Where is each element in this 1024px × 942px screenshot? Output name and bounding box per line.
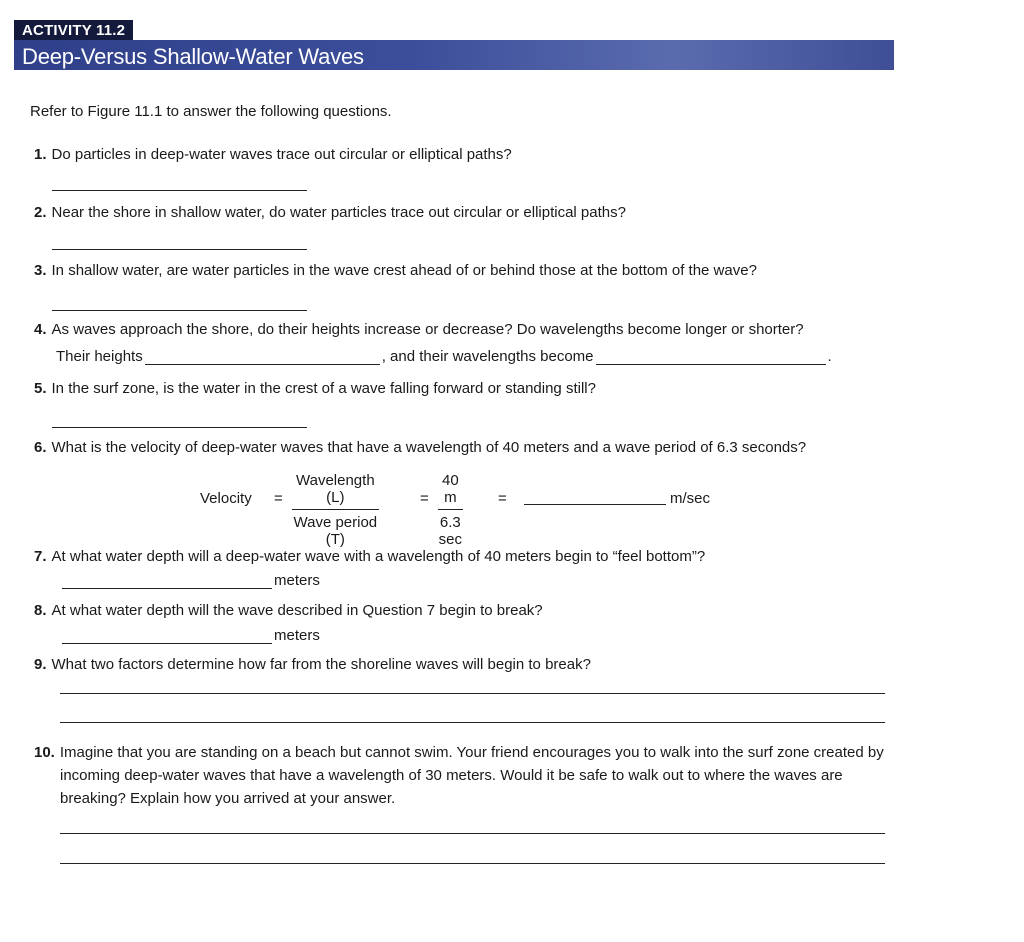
question-number: 8. xyxy=(34,602,47,619)
question-9 xyxy=(34,656,591,673)
question-text: What is the velocity of deep-water waves that have a wavelength of 40 meters and a wave period of 6.3 seconds? xyxy=(51,439,807,456)
numerator: 40 m xyxy=(438,472,463,510)
question-number: 4. xyxy=(34,321,47,338)
numerator: Wavelength (L) xyxy=(292,472,379,510)
question-number: 3. xyxy=(34,262,47,279)
question-text: Near the shore in shallow water, do water particles trace out circular or elliptical paths? xyxy=(51,204,626,221)
question-number: 9. xyxy=(34,656,47,673)
answer-line-9b[interactable] xyxy=(60,722,885,723)
question-text: As waves approach the shore, do their heights increase or decrease? Do wavelengths become longer or shorter? xyxy=(51,321,804,338)
answer-line-1[interactable] xyxy=(52,190,307,191)
formula-label: Velocity xyxy=(200,490,252,507)
question-7 xyxy=(34,548,705,565)
question-number: 5. xyxy=(34,380,47,397)
q4-period: . xyxy=(827,348,832,365)
activity-label: ACTIVITY 11.2 xyxy=(14,20,133,42)
question-3 xyxy=(34,262,757,279)
question-10 xyxy=(34,741,890,810)
question-6 xyxy=(34,439,806,456)
intro-text: Refer to Figure 11.1 to answer the following questions. xyxy=(30,103,392,120)
heights-blank[interactable] xyxy=(145,350,380,365)
wavelengths-prompt: , and their wavelengths become xyxy=(381,348,594,365)
fraction-values xyxy=(438,472,463,548)
question-text: At what water depth will a deep-water wave with a wavelength of 40 meters begin to “feel bottom”? xyxy=(51,548,706,565)
question-text: Imagine that you are standing on a beach but cannot swim. Your friend encourages you to walk into the surf zone created by incoming deep-water waves that have a wavelength of 30 meters. Would it be safe to walk out to where the waves are breaking? Explain how you arrived at your answer. xyxy=(59,744,884,807)
question-text: In the surf zone, is the water in the crest of a wave falling forward or standing still? xyxy=(51,380,596,397)
velocity-unit: m/sec xyxy=(670,490,711,507)
question-5 xyxy=(34,380,596,397)
answer-line-2[interactable] xyxy=(52,249,307,250)
question-number: 6. xyxy=(34,439,47,456)
wavelengths-blank[interactable] xyxy=(596,350,826,365)
question-2 xyxy=(34,204,626,221)
unit-meters: meters xyxy=(274,572,320,589)
answer-line-10a[interactable] xyxy=(60,833,885,834)
question-text: What two factors determine how far from the shoreline waves will begin to break? xyxy=(51,656,591,673)
equals-sign: = xyxy=(420,490,429,507)
title-banner xyxy=(14,40,894,70)
question-number: 2. xyxy=(34,204,47,221)
answer-line-9a[interactable] xyxy=(60,693,885,694)
question-7-response xyxy=(60,572,320,589)
question-number: 10. xyxy=(34,744,55,761)
equals-sign: = xyxy=(274,490,283,507)
equals-sign: = xyxy=(498,490,507,507)
question-text: In shallow water, are water particles in the wave crest ahead of or behind those at the bottom of the wave? xyxy=(51,262,757,279)
question-text: At what water depth will the wave described in Question 7 begin to break? xyxy=(51,602,543,619)
question-4-response xyxy=(56,348,832,365)
question-number: 1. xyxy=(34,146,47,163)
heights-prompt: Their heights xyxy=(56,348,143,365)
answer-line-10b[interactable] xyxy=(60,863,885,864)
fraction-definition xyxy=(292,472,379,548)
depth-blank-7[interactable] xyxy=(62,574,272,589)
answer-line-3[interactable] xyxy=(52,310,307,311)
question-8-response xyxy=(60,627,320,644)
page-title: Deep-Versus Shallow-Water Waves xyxy=(22,44,364,69)
question-number: 7. xyxy=(34,548,47,565)
question-text: Do particles in deep-water waves trace out circular or elliptical paths? xyxy=(51,146,512,163)
question-1 xyxy=(34,146,512,163)
depth-blank-8[interactable] xyxy=(62,629,272,644)
answer-line-5[interactable] xyxy=(52,427,307,428)
velocity-answer-blank[interactable] xyxy=(524,490,666,505)
unit-meters: meters xyxy=(274,627,320,644)
denominator: Wave period (T) xyxy=(293,514,378,548)
question-8 xyxy=(34,602,543,619)
question-4 xyxy=(34,321,804,338)
denominator: 6.3 sec xyxy=(438,514,463,548)
